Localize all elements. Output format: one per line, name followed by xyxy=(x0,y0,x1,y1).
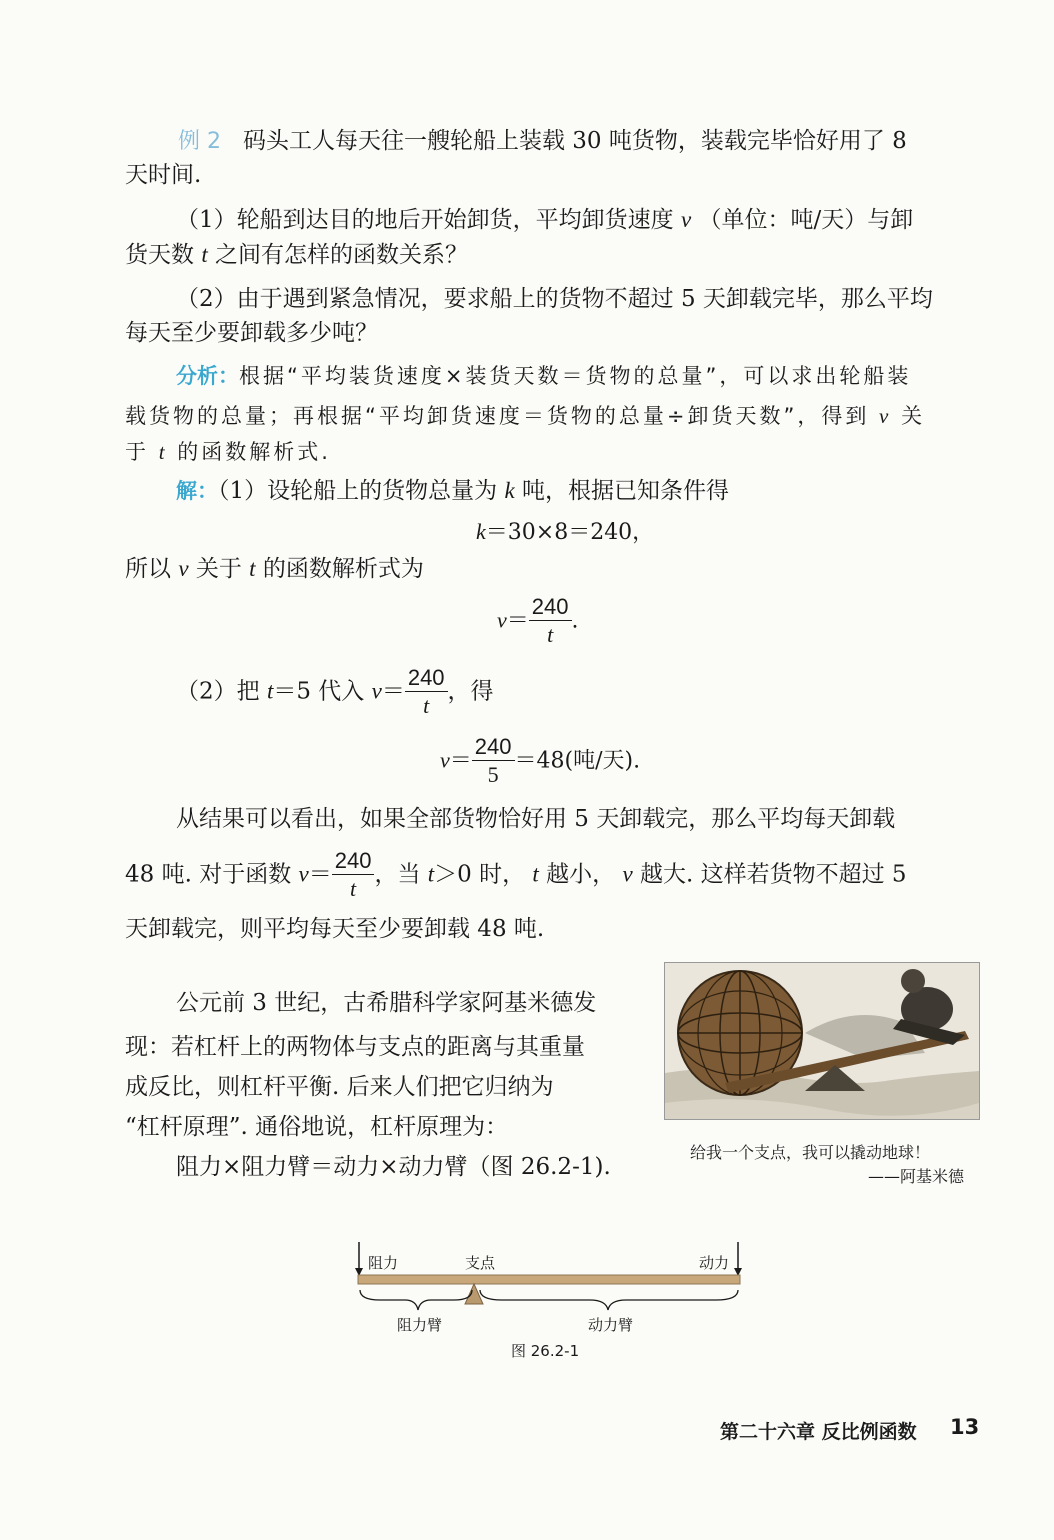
var-v: v xyxy=(497,607,507,633)
q1-text-c: 货天数 xyxy=(125,242,194,268)
part2-text-a: （2）把 xyxy=(176,678,260,705)
equation-result xyxy=(440,734,640,789)
effort-label: 动力 xyxy=(699,1254,730,1272)
resistance-arm-label: 阻力臂 xyxy=(397,1316,443,1334)
figure-caption: 图 26.2-1 xyxy=(511,1342,580,1360)
example-line-2: 天时间. xyxy=(125,162,202,188)
chapter-title: 第二十六章 反比例函数 xyxy=(720,1421,917,1443)
lever-beam xyxy=(358,1275,740,1284)
fraction-240-over-t xyxy=(405,665,448,720)
equation-result-rest: ＝48(吨/天). xyxy=(514,748,641,774)
conclusion-line-1: 从结果可以看出，如果全部货物恰好用 5 天卸载完，那么平均每天卸载 xyxy=(176,806,896,832)
analysis-line-1 xyxy=(176,360,911,390)
fulcrum-label: 支点 xyxy=(465,1254,496,1272)
question-1-line-1 xyxy=(176,203,913,237)
fraction-denominator: t xyxy=(332,874,375,903)
var-t: t xyxy=(158,440,168,464)
analysis-text-3a: 于 xyxy=(125,440,149,464)
part2-text-b: ＝5 代入 xyxy=(273,678,365,705)
analysis-text-2: 载货物的总量；再根据“平均卸货速度＝货物的总量÷卸货天数”，得到 xyxy=(125,404,870,428)
var-v: v xyxy=(879,404,892,428)
lever-line-2: 现：若杠杆上的两物体与支点的距离与其重量 xyxy=(125,1034,585,1060)
fraction-240-over-5 xyxy=(472,734,515,789)
solution-text-2a: 所以 xyxy=(125,556,171,582)
conclusion-line-2 xyxy=(125,848,907,903)
part2-text-c: ，得 xyxy=(447,678,494,705)
var-v: v xyxy=(440,747,450,773)
equals-sign: ＝ xyxy=(449,748,472,774)
solution-text-2b: 关于 xyxy=(195,556,242,582)
var-v: v xyxy=(622,861,633,887)
var-t: t xyxy=(201,242,208,267)
equation-total xyxy=(476,515,654,546)
equals-sign: ＝ xyxy=(308,861,332,888)
q1-text-a: （1）轮船到达目的地后开始卸货，平均卸货速度 xyxy=(176,207,674,233)
var-v: v xyxy=(680,207,692,232)
lever-line-3: 成反比，则杠杆平衡. 后来人们把它归纳为 xyxy=(125,1074,554,1100)
resistance-arm-brace xyxy=(360,1290,472,1310)
solution-label: 解： xyxy=(176,479,218,503)
fraction-denominator: t xyxy=(529,620,572,649)
equals-sign: ＝ xyxy=(381,678,405,705)
solution-text-2c: 的函数解析式为 xyxy=(262,556,424,582)
example-line-1 xyxy=(178,124,907,159)
var-t: t xyxy=(532,861,539,887)
var-k: k xyxy=(504,478,515,503)
lever-figure xyxy=(350,1240,750,1370)
analysis-label: 分析： xyxy=(176,364,239,388)
var-t: t xyxy=(249,556,256,581)
analysis-text-1: 根据“平均装货速度×装货天数＝货物的总量”，可以求出轮船装 xyxy=(239,364,912,388)
lever-line-4: “杠杆原理”. 通俗地说，杠杆原理为： xyxy=(125,1114,509,1140)
illustration-caption-author: ——阿基米德 xyxy=(868,1167,965,1186)
analysis-line-2 xyxy=(125,400,925,430)
conclusion-text-2b: ，当 xyxy=(374,861,421,888)
equation-total-rest: ＝30×8＝240， xyxy=(485,520,655,545)
question-1-line-2 xyxy=(125,238,468,272)
solution-line-1 xyxy=(176,474,729,508)
archimedes-globe-lever-image xyxy=(665,963,979,1119)
effort-arm-label: 动力臂 xyxy=(588,1316,634,1334)
equation-v-of-t xyxy=(497,594,579,649)
q1-text-d: 之间有怎样的函数关系？ xyxy=(215,242,469,268)
lever-line-1: 公元前 3 世纪，古希腊科学家阿基米德发 xyxy=(176,990,597,1016)
solution-text-1b: 吨，根据已知条件得 xyxy=(521,478,729,504)
question-2-line-2: 每天至少要卸载多少吨？ xyxy=(125,320,378,346)
lever-line-5: 阻力×阻力臂＝动力×动力臂（图 26.2-1). xyxy=(176,1154,611,1180)
var-t: t xyxy=(427,861,435,887)
fraction-numerator: 240 xyxy=(334,848,372,873)
example-label: 例 2 xyxy=(178,129,221,154)
fraction-240-over-t xyxy=(332,848,375,903)
conclusion-line-3: 天卸载完，则平均每天至少要卸载 48 吨. xyxy=(125,916,545,942)
question-2-line-1: （2）由于遇到紧急情况，要求船上的货物不超过 5 天卸载完毕，那么平均 xyxy=(176,286,933,312)
var-v: v xyxy=(298,861,309,887)
example-text: 码头工人每天往一艘轮船上装载 30 吨货物，装载完毕恰好用了 8 xyxy=(242,128,907,154)
conclusion-text-2e: 越大. 这样若货物不超过 5 xyxy=(639,861,907,888)
equals-sign: ＝ xyxy=(506,608,529,634)
fraction-numerator: 240 xyxy=(407,665,445,690)
fraction-denominator: t xyxy=(405,691,448,720)
var-v: v xyxy=(178,556,189,581)
fraction-numerator: 240 xyxy=(531,594,569,619)
var-t: t xyxy=(266,678,274,704)
effort-arm-brace xyxy=(480,1290,738,1310)
conclusion-text-2a: 48 吨. 对于函数 xyxy=(125,861,292,888)
illustration-caption-quote: 给我一个支点，我可以撬动地球！ xyxy=(690,1143,931,1162)
conclusion-text-2d: 越小， xyxy=(546,861,616,888)
period: . xyxy=(571,608,579,634)
fraction-240-over-t xyxy=(529,594,572,649)
archimedes-illustration xyxy=(664,962,980,1120)
page-number: 13 xyxy=(950,1415,980,1439)
solution-line-2 xyxy=(125,552,424,586)
q1-text-b: （单位：吨/天）与卸 xyxy=(698,207,914,233)
fraction-numerator: 240 xyxy=(474,734,512,759)
var-v: v xyxy=(371,678,382,704)
conclusion-text-2c: ＞0 时， xyxy=(434,861,526,888)
resistance-label: 阻力 xyxy=(368,1254,399,1272)
solution-text-1a: （1）设轮船上的货物总量为 xyxy=(218,478,498,504)
analysis-text-3b: 的函数解析式. xyxy=(177,440,331,464)
analysis-text-2-end: 关 xyxy=(901,404,926,428)
fulcrum-triangle xyxy=(465,1284,483,1304)
var-k: k xyxy=(476,519,486,544)
fraction-denominator: 5 xyxy=(472,760,515,789)
solution-part-2 xyxy=(176,665,494,720)
analysis-line-3 xyxy=(125,436,331,466)
